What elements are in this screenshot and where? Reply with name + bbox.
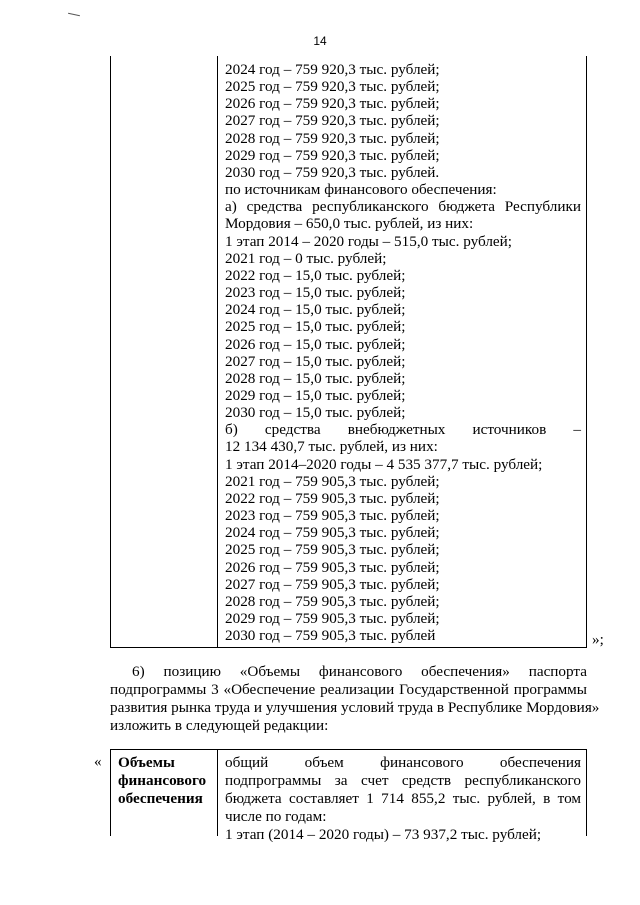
- funding-line: 2025 год – 759 905,3 тыс. рублей;: [225, 541, 440, 559]
- funding-line: 2030 год – 759 920,3 тыс. рублей.: [225, 163, 440, 181]
- funding-line: 2025 год – 759 920,3 тыс. рублей;: [225, 78, 440, 96]
- paragraph-line: развития рынка труда и улучшения условий труда в Республике Мордовия»: [110, 699, 600, 716]
- row-header-line: обеспечения: [118, 790, 203, 807]
- funding-line: по источникам финансового обеспечения:: [225, 181, 497, 199]
- funding-line: 2021 год – 0 тыс. рублей;: [225, 249, 387, 267]
- row-header-line: Объемы: [118, 754, 175, 771]
- funding-line: 2028 год – 759 920,3 тыс. рублей;: [225, 129, 440, 147]
- funding-line: а) средства республиканского бюджета Республики: [225, 198, 581, 216]
- funding-line: 2029 год – 15,0 тыс. рублей;: [225, 386, 406, 404]
- paragraph-line: подпрограммы 3 «Обеспечение реализации Государственной программы: [110, 681, 587, 698]
- funding-details-cell: [225, 61, 581, 644]
- volume-line: подпрограммы за счет средств республиканского: [225, 772, 581, 789]
- funding-line: б) средства внебюджетных источников –: [225, 421, 581, 439]
- scan-mark: [68, 13, 80, 16]
- column-divider: [217, 56, 218, 647]
- funding-line: 2027 год – 15,0 тыс. рублей;: [225, 352, 406, 370]
- row-header-line: финансового: [118, 772, 207, 789]
- paragraph-line: 6) позицию «Объемы финансового обеспечения» паспорта: [132, 663, 587, 680]
- funding-line: 2025 год – 15,0 тыс. рублей;: [225, 318, 406, 336]
- funding-line: 2024 год – 759 905,3 тыс. рублей;: [225, 524, 440, 542]
- amendment-paragraph: [110, 663, 600, 735]
- funding-line: Мордовия – 650,0 тыс. рублей, из них:: [225, 215, 474, 233]
- funding-line: 2029 год – 759 920,3 тыс. рублей;: [225, 146, 440, 164]
- page-number: 14: [313, 34, 327, 48]
- funding-line: 2026 год – 759 920,3 тыс. рублей;: [225, 95, 440, 113]
- volume-line: 1 этап (2014 – 2020 годы) – 73 937,2 тыс. рублей;: [225, 826, 542, 843]
- funding-line: 2029 год – 759 905,3 тыс. рублей;: [225, 610, 440, 627]
- funding-table-continued: [110, 56, 587, 648]
- paragraph-line: изложить в следующей редакции:: [110, 717, 329, 734]
- funding-line: 2028 год – 15,0 тыс. рублей;: [225, 369, 406, 387]
- funding-line: 2028 год – 759 905,3 тыс. рублей;: [225, 592, 440, 610]
- column-divider: [217, 750, 218, 836]
- funding-line: 1 этап 2014–2020 годы – 4 535 377,7 тыс. рублей;: [225, 455, 543, 473]
- funding-line: 2026 год – 15,0 тыс. рублей;: [225, 335, 406, 353]
- funding-volume-cell: [225, 754, 581, 844]
- opening-quote: «: [94, 753, 102, 770]
- funding-line: 2023 год – 15,0 тыс. рублей;: [225, 284, 406, 302]
- funding-line: 2030 год – 15,0 тыс. рублей;: [225, 404, 406, 422]
- volume-line: общий объем финансового обеспечения: [225, 754, 581, 771]
- funding-line: 2027 год – 759 920,3 тыс. рублей;: [225, 112, 440, 130]
- funding-line: 2021 год – 759 905,3 тыс. рублей;: [225, 472, 440, 490]
- funding-line: 12 134 430,7 тыс. рублей, из них:: [225, 438, 438, 456]
- funding-line: 2022 год – 15,0 тыс. рублей;: [225, 266, 406, 284]
- funding-line: 1 этап 2014 – 2020 годы – 515,0 тыс. рублей;: [225, 232, 513, 250]
- funding-line: 2023 год – 759 905,3 тыс. рублей;: [225, 507, 440, 525]
- volume-line: бюджета составляет 1 714 855,2 тыс. рублей, в том: [225, 790, 581, 807]
- funding-line: 2024 год – 15,0 тыс. рублей;: [225, 301, 406, 319]
- row-header-cell: [118, 754, 213, 808]
- funding-line: 2026 год – 759 905,3 тыс. рублей;: [225, 558, 440, 576]
- funding-line: 2030 год – 759 905,3 тыс. рублей: [225, 627, 436, 645]
- funding-volumes-table: [110, 749, 587, 843]
- funding-line: 2024 год – 759 920,3 тыс. рублей;: [225, 61, 440, 78]
- volume-line: числе по годам:: [225, 808, 327, 825]
- closing-quote: »;: [592, 631, 604, 648]
- funding-line: 2022 год – 759 905,3 тыс. рублей;: [225, 489, 440, 507]
- funding-line: 2027 год – 759 905,3 тыс. рублей;: [225, 575, 440, 593]
